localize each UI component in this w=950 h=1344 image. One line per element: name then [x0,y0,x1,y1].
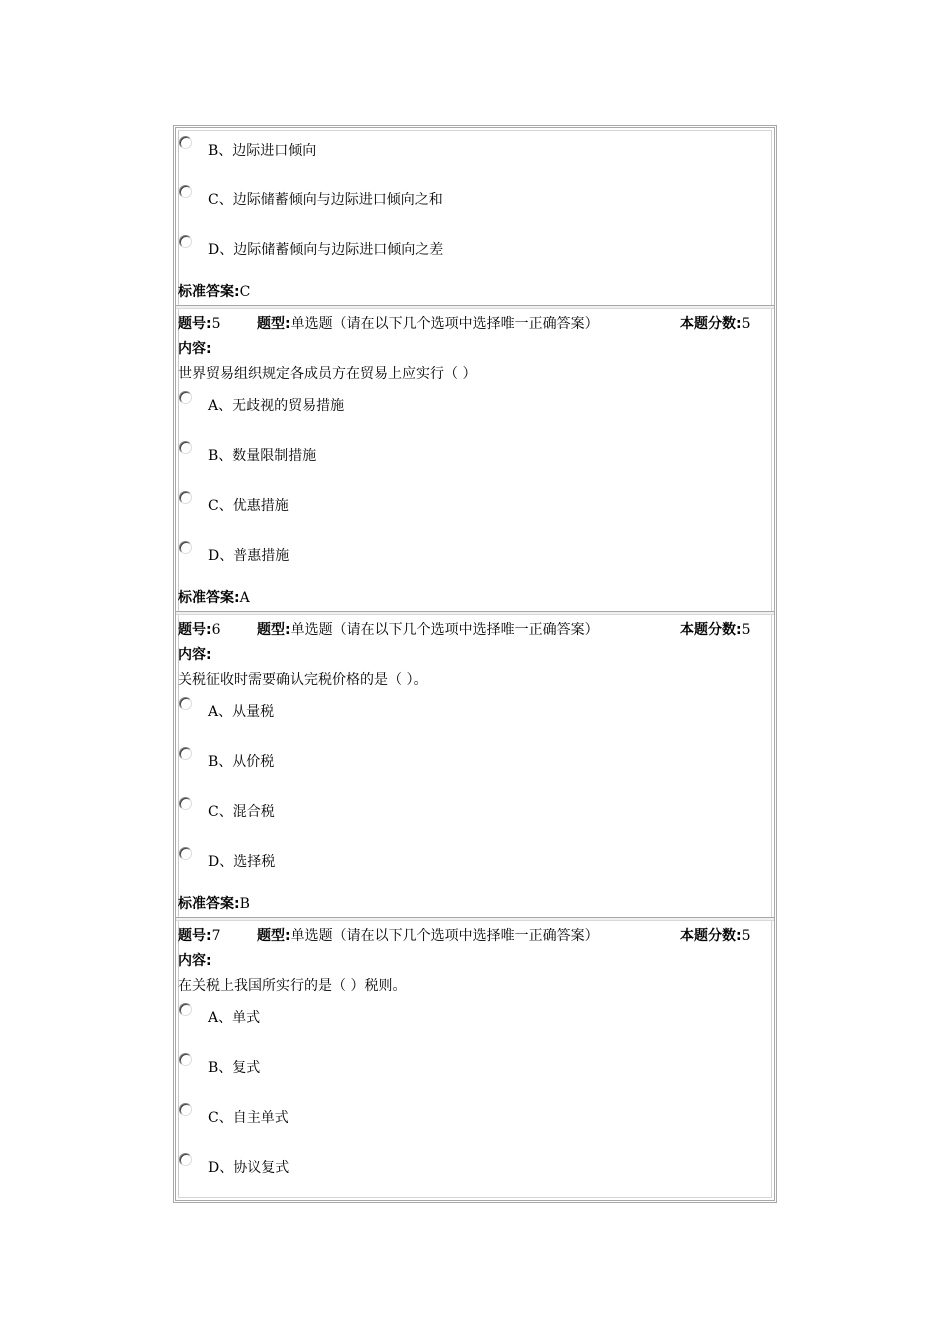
option-text: C、优惠措施 [208,498,289,514]
standard-answer [178,590,250,606]
question-number-value: 6 [211,622,221,638]
question-number-value: 5 [211,316,221,332]
option-text: C、混合税 [208,804,275,820]
option-text: C、边际储蓄倾向与边际进口倾向之和 [208,192,443,208]
question-score [680,622,751,638]
option-radio[interactable] [179,847,192,860]
question-score [680,316,751,332]
question-type [257,928,599,944]
question-score-label: 本题分数: [680,928,742,944]
option-radio[interactable] [179,1103,192,1116]
exam-frame [173,125,777,1203]
option-radio[interactable] [179,235,192,248]
question-number [178,928,221,944]
block-edge [178,131,179,304]
question-number-label: 题号: [178,622,212,638]
question-content: 在关税上我国所实行的是（ ）税则。 [178,978,407,994]
question-score-value: 5 [741,622,751,638]
option-text: D、边际储蓄倾向与边际进口倾向之差 [208,242,444,258]
question-number [178,316,221,332]
question-number [178,622,221,638]
question-content: 关税征收时需要确认完税价格的是（ ）。 [178,672,428,688]
option-radio[interactable] [179,747,192,760]
question-score [680,928,751,944]
option-radio[interactable] [179,1053,192,1066]
answer-label: 标准答案: [178,590,240,606]
question-type-value: 单选题（请在以下几个选项中选择唯一正确答案） [290,928,599,944]
answer-label: 标准答案: [178,896,240,912]
question-score-value: 5 [741,928,751,944]
question-separator [176,917,774,921]
option-text: D、协议复式 [208,1160,290,1176]
option-text: B、复式 [208,1060,261,1076]
question-number-value: 7 [211,928,221,944]
option-text: B、边际进口倾向 [208,143,317,159]
answer-value: C [239,284,251,300]
content-label: 内容: [178,953,212,969]
question-content: 世界贸易组织规定各成员方在贸易上应实行（ ） [178,366,477,382]
question-type-label: 题型: [257,316,291,332]
option-radio[interactable] [179,441,192,454]
standard-answer [178,896,250,912]
question-type [257,622,599,638]
option-radio[interactable] [179,541,192,554]
option-radio[interactable] [179,1153,192,1166]
question-separator [176,305,774,309]
option-radio[interactable] [179,491,192,504]
block-edge [178,619,179,916]
option-radio[interactable] [179,136,192,149]
question-type-value: 单选题（请在以下几个选项中选择唯一正确答案） [290,622,599,638]
option-radio[interactable] [179,185,192,198]
question-type [257,316,599,332]
answer-value: B [239,896,250,912]
option-text: A、单式 [208,1010,261,1026]
question-type-value: 单选题（请在以下几个选项中选择唯一正确答案） [290,316,599,332]
content-label: 内容: [178,341,212,357]
question-score-label: 本题分数: [680,316,742,332]
option-radio[interactable] [179,797,192,810]
option-text: B、从价税 [208,754,275,770]
option-text: D、选择税 [208,854,276,870]
exam-frame-inner [178,130,772,1198]
question-number-label: 题号: [178,928,212,944]
answer-value: A [239,590,250,606]
option-radio[interactable] [179,1003,192,1016]
answer-label: 标准答案: [178,284,240,300]
standard-answer [178,284,250,300]
block-edge [178,313,179,610]
option-text: A、从量税 [208,704,275,720]
option-radio[interactable] [179,391,192,404]
question-score-value: 5 [741,316,751,332]
content-label: 内容: [178,647,212,663]
option-text: B、数量限制措施 [208,448,317,464]
question-type-label: 题型: [257,928,291,944]
option-text: C、自主单式 [208,1110,289,1126]
question-number-label: 题号: [178,316,212,332]
option-text: A、无歧视的贸易措施 [208,398,345,414]
question-type-label: 题型: [257,622,291,638]
question-score-label: 本题分数: [680,622,742,638]
question-separator [176,611,774,615]
option-radio[interactable] [179,697,192,710]
option-text: D、普惠措施 [208,548,290,564]
